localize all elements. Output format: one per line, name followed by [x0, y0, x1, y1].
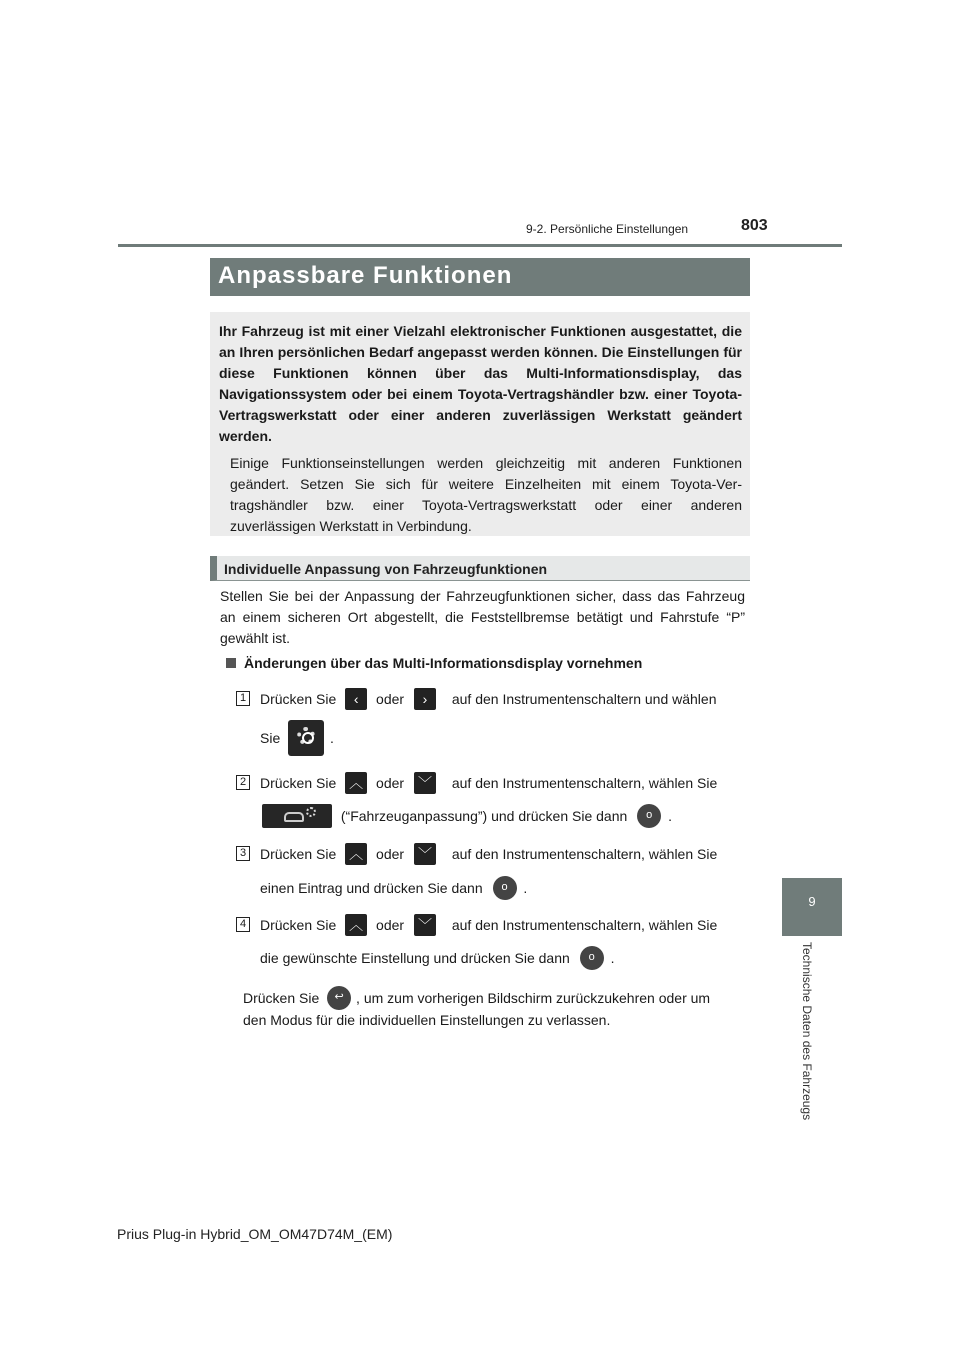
- step-text: Drücken Sie: [260, 691, 337, 707]
- safety-paragraph: Stellen Sie bei der Anpassung der Fahrzeugfunktionen sicher, dass das Fahrzeug an einem sicheren Ort abgestellt, die Feststellbremse betätigt und Fahrstufe “P” gewählt ist.: [220, 588, 745, 646]
- ok-button-icon: o: [493, 876, 517, 900]
- up-arrow-button-icon: ︿: [345, 914, 367, 936]
- ok-button-icon: o: [580, 946, 604, 970]
- intro-note: Einige Funktionseinstellungen werden gleichzeitig mit anderen Funktionen geändert. Setzen Sie sich für weitere Einzelheiten mit einem Toyota-Vertragshändler bzw. einer Toyota-Vertragswerkstatt oder einer anderen zuverlässigen Werkstatt in Verbindung.: [230, 455, 742, 534]
- down-arrow-button-icon: ﹀: [414, 772, 436, 794]
- step-text: (“Fahrzeuganpassung”) und drücken Sie dann: [340, 808, 628, 824]
- step-text: Drücken Sie: [260, 775, 337, 791]
- back-button-icon: ↩: [327, 986, 351, 1010]
- step-text: auf den Instrumentenschaltern, wählen Sie: [451, 775, 718, 791]
- back-note-line-1: [243, 986, 710, 1010]
- right-arrow-button-icon: ›: [414, 688, 436, 710]
- down-arrow-button-icon: ﹀: [414, 843, 436, 865]
- vehicle-customize-icon: [262, 804, 332, 828]
- header-rule: [118, 244, 842, 247]
- step-number-2: 2: [236, 775, 250, 790]
- running-header-section: 9-2. Persönliche Einstellungen: [526, 222, 689, 236]
- left-arrow-button-icon: ‹: [345, 688, 367, 710]
- step-text: auf den Instrumentenschaltern, wählen Sie: [451, 917, 718, 933]
- step-4-line-2: [260, 946, 614, 970]
- step-text: Sie: [260, 730, 281, 746]
- step-1-line-2: [260, 720, 334, 756]
- step-text: oder: [376, 691, 405, 707]
- step-3-line-2: [260, 876, 527, 900]
- section-title: Anpassbare Funktionen: [218, 262, 513, 289]
- ok-button-icon: o: [637, 804, 661, 828]
- settings-gear-icon: [288, 720, 324, 756]
- footer-document-id: Prius Plug-in Hybrid_OM_OM47D74M_(EM): [117, 1226, 393, 1242]
- step-text: oder: [376, 917, 405, 933]
- step-text: .: [668, 808, 672, 824]
- back-note-line-2: den Modus für die individuellen Einstellungen zu verlassen.: [243, 1012, 611, 1028]
- step-text: die gewünschte Einstellung und drücken Sie dann: [260, 950, 570, 966]
- step-text: Drücken Sie: [260, 846, 337, 862]
- step-4-line-1: [260, 914, 717, 936]
- bullet-heading-text: Änderungen über das Multi-Informationsdisplay vornehmen: [244, 655, 643, 671]
- step-number-4: 4: [236, 917, 250, 932]
- intro-text: Ihr Fahrzeug ist mit einer Vielzahl elektronischer Funktionen ausgestattet, die an Ihren persönlichen Bedarf angepasst werden können. Die Einstellungen für diese Funktionen können über das Multi-Informationsdisplay, das Navigationssystem oder bei einem Toyota-Vertragshändler bzw. einer Toyota-Vertragswerkstatt oder einer anderen zuverlässigen Werkstatt geändert werden.: [219, 323, 742, 444]
- back-note-text: , um zum vorherigen Bildschirm zurückzukehren oder um: [356, 990, 711, 1006]
- step-number-3: 3: [236, 846, 250, 861]
- up-arrow-button-icon: ︿: [345, 772, 367, 794]
- chapter-tab: 9: [782, 878, 842, 936]
- step-text: Drücken Sie: [260, 917, 337, 933]
- chapter-title-vertical: Technische Daten des Fahrzeugs: [800, 942, 814, 1121]
- page-number: 803: [741, 217, 768, 234]
- step-text: .: [523, 880, 528, 896]
- step-number-1: 1: [236, 691, 250, 706]
- step-2-line-1: [260, 772, 717, 794]
- step-text: .: [610, 950, 615, 966]
- subsection-heading: Individuelle Anpassung von Fahrzeugfunktionen: [210, 556, 750, 581]
- step-text: auf den Instrumentenschaltern und wählen: [451, 691, 717, 707]
- step-2-line-2: [262, 804, 672, 828]
- step-text: einen Eintrag und drücken Sie dann: [260, 880, 483, 896]
- up-arrow-button-icon: ︿: [345, 843, 367, 865]
- step-text: .: [330, 730, 334, 746]
- step-3-line-1: [260, 843, 717, 865]
- step-text: oder: [376, 775, 405, 791]
- step-text: auf den Instrumentenschaltern, wählen Sie: [451, 846, 718, 862]
- back-note-text: Drücken Sie: [243, 990, 320, 1006]
- bullet-heading: [226, 655, 642, 671]
- step-text: oder: [376, 846, 405, 862]
- step-1-line-1: [260, 688, 716, 710]
- square-bullet-icon: [226, 658, 236, 668]
- section-title-bar: [210, 258, 750, 296]
- intro-box: [210, 312, 750, 536]
- down-arrow-button-icon: ﹀: [414, 914, 436, 936]
